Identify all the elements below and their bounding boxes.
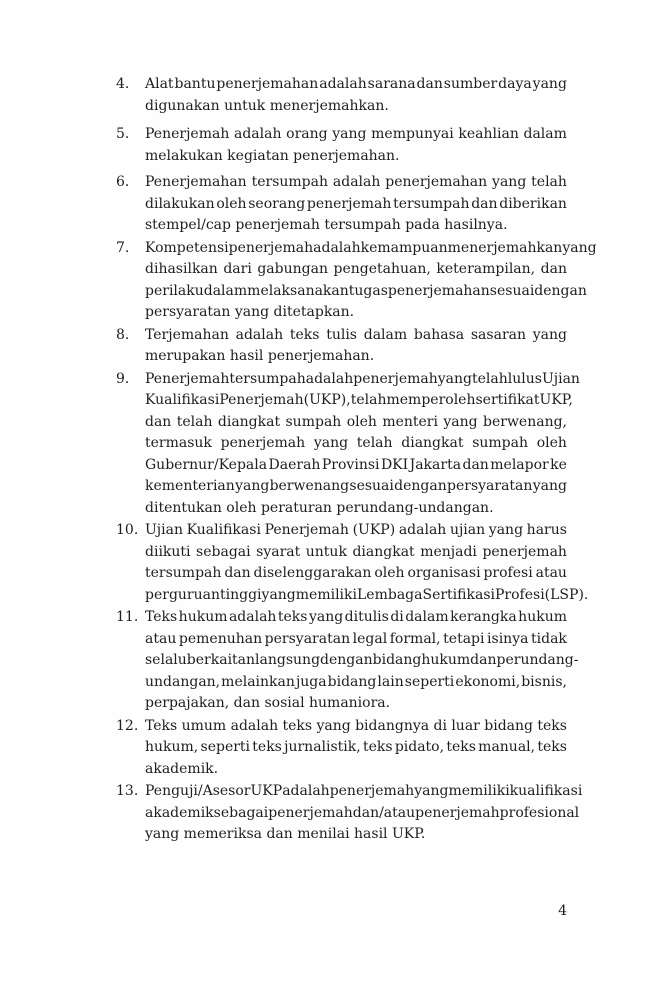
text-line: atau pemenuhan persyaratan legal formal, tetapi isinya tidak <box>145 630 567 647</box>
text-line: Terjemahan adalah teks tulis dalam bahasa sasaran yang <box>145 326 567 343</box>
text-line: diikuti sebagai syarat untuk diangkat menjadi penerjemah <box>145 543 567 560</box>
list-item <box>116 781 583 846</box>
text-line: dihasilkan dari gabungan pengetahuan, keterampilan, dan <box>145 261 567 277</box>
text-line: tersumpah dan diselenggarakan oleh organisasi profesi atau <box>145 565 567 581</box>
text-line: Alat bantu penerjemahan adalah sarana dan sumber daya yang <box>145 76 567 92</box>
text-line: merupakan hasil penerjemahan. <box>145 348 375 364</box>
text-line: perilaku dalam melaksanakan tugas penerjemahan sesuai dengan <box>145 282 587 299</box>
list-item-number: 5. <box>116 126 130 142</box>
list-item <box>116 172 567 237</box>
list-item-number: 13. <box>116 783 139 799</box>
text-line: dilakukan oleh seorang penerjemah tersumpah dan diberikan <box>145 195 567 212</box>
list-item-text <box>145 781 583 846</box>
text-line: Penerjemahan tersumpah adalah penerjemahan yang telah <box>145 174 567 190</box>
text-line: Penerjemah tersumpah adalah penerjemah yang telah lulus Ujian <box>145 370 580 387</box>
list-item-text <box>145 325 567 368</box>
list-item <box>116 369 580 520</box>
text-line: persyaratan yang ditetapkan. <box>145 304 355 320</box>
list-item-number: 10. <box>116 522 139 538</box>
list-item-number: 6. <box>116 174 130 190</box>
list-item-number: 12. <box>116 717 139 734</box>
list-item <box>116 124 567 167</box>
list-item-text <box>145 238 597 324</box>
text-line: Kualifikasi Penerjemah (UKP), telah memperoleh sertifikat UKP, <box>145 392 573 408</box>
list-item-number: 8. <box>116 326 130 343</box>
list-item-text <box>145 607 579 715</box>
list-item <box>116 325 567 368</box>
text-line: yang memeriksa dan menilai hasil UKP. <box>145 826 426 842</box>
text-line: undangan, melainkan juga bidang lain seperti ekonomi, bisnis, <box>145 673 567 690</box>
list-item <box>116 74 567 117</box>
list-item <box>116 238 597 324</box>
list-item-number: 9. <box>116 370 130 387</box>
list-item <box>116 607 579 715</box>
text-line: digunakan untuk menerjemahkan. <box>145 97 389 114</box>
text-line: Teks hukum adalah teks yang ditulis di dalam kerangka hukum <box>145 609 567 625</box>
list-item-text <box>145 716 567 781</box>
text-line: melakukan kegiatan penerjemahan. <box>145 147 400 164</box>
list-item-text <box>145 520 589 606</box>
definition-list <box>116 74 597 847</box>
text-line: perguruan tinggi yang memiliki Lembaga Sertifikasi Profesi (LSP). <box>145 586 589 603</box>
list-item-text <box>145 369 580 520</box>
list-item-number: 4. <box>116 76 130 92</box>
text-line: akademik. <box>145 760 219 777</box>
text-line: Ujian Kualifikasi Penerjemah (UKP) adalah ujian yang harus <box>145 522 567 538</box>
text-line: stempel/cap penerjemah tersumpah pada hasilnya. <box>145 217 508 233</box>
text-line: hukum, seperti teks jurnalistik, teks pidato, teks manual, teks <box>145 739 567 755</box>
list-item-number: 11. <box>116 609 139 625</box>
text-line: Penerjemah adalah orang yang mempunyai keahlian dalam <box>145 126 567 142</box>
list-item-number: 7. <box>116 239 130 256</box>
list-item-text <box>145 74 567 117</box>
text-line: Penguji/Asesor UKP adalah penerjemah yang memiliki kualifikasi <box>145 783 583 799</box>
list-item-text <box>145 172 567 237</box>
list-item <box>116 520 589 606</box>
text-line: dan telah diangkat sumpah oleh menteri yang berwenang, <box>145 413 567 430</box>
text-line: Gubernur/Kepala Daerah Provinsi DKI Jakarta dan melapor ke <box>145 456 567 473</box>
text-line: Teks umum adalah teks yang bidangnya di luar bidang teks <box>145 717 567 734</box>
text-line: termasuk penerjemah yang telah diangkat sumpah oleh <box>145 435 567 451</box>
text-line: ditentukan oleh peraturan perundang-undangan. <box>145 499 494 516</box>
page-number: 4 <box>558 903 567 919</box>
list-item-text <box>145 124 567 167</box>
text-line: akademik sebagai penerjemah dan/atau penerjemah profesional <box>145 804 580 821</box>
text-line: perpajakan, dan sosial humaniora. <box>145 695 391 711</box>
text-line: kementerian yang berwenang sesuai dengan persyaratan yang <box>145 478 567 494</box>
text-line: selalu berkaitan langsung dengan bidang hukum dan perundang- <box>145 652 579 668</box>
text-line: Kompetensi penerjemah adalah kemampuan menerjemahkan yang <box>145 239 597 256</box>
list-item <box>116 716 567 781</box>
